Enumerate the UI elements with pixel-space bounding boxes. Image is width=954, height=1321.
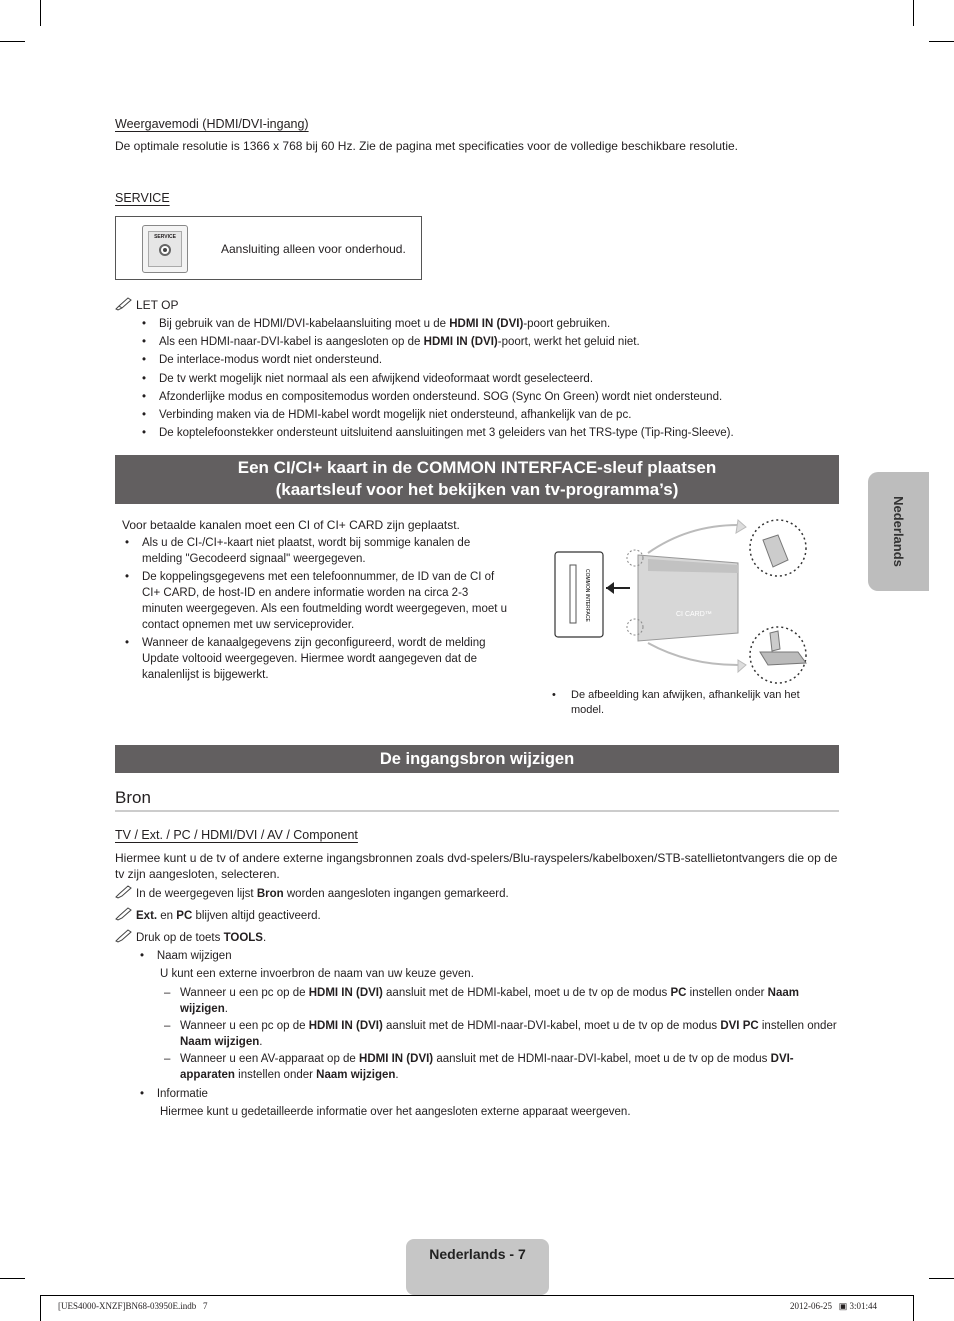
list-item: • De interlace-modus wordt niet ondersteund. — [115, 351, 855, 369]
arrow-up-right-icon — [736, 520, 746, 533]
crop-mark — [913, 1295, 914, 1321]
crop-mark — [929, 41, 954, 42]
source-section-banner: De ingangsbron wijzigen — [115, 745, 839, 773]
bron-heading: Bron — [115, 788, 151, 807]
service-title: SERVICE — [115, 191, 170, 205]
list-item: • De koptelefoonstekker ondersteunt uitsluitend aansluitingen met 3 geleiders van het TRS-type (Tip-Ring-Sleeve). — [115, 424, 855, 442]
pencil-icon — [115, 907, 133, 921]
print-file-info: [UES4000-XNZF]BN68-03950E.indb 7 — [58, 1301, 208, 1311]
pencil-icon — [115, 929, 133, 943]
letop-title: LET OP — [136, 298, 179, 312]
bron-note-1: In de weergegeven lijst Bron worden aangesloten ingangen gemarkeerd. — [115, 885, 509, 903]
crop-mark — [929, 1278, 954, 1279]
crop-mark — [0, 41, 25, 42]
arrow-down-right-icon — [738, 660, 746, 672]
page-number: Nederlands - 7 — [429, 1246, 526, 1262]
ci-slot-label: COMMON INTERFACE — [584, 569, 590, 622]
print-date-info: 2012-06-25 ▣ 3:01:44 — [790, 1301, 877, 1311]
list-item: • Afzonderlijke modus en compositemodus worden ondersteund. SOG (Sync On Green) wordt niet ondersteund. — [115, 388, 855, 406]
letop-heading — [115, 296, 178, 314]
display-modes-title: Weergavemodi (HDMI/DVI-ingang) — [115, 117, 309, 131]
list-item: • Bij gebruik van de HDMI/DVI-kabelaansluiting moet u de HDMI IN (DVI)-poort gebruiken. — [115, 315, 855, 333]
bron-note-2: Ext. en PC blijven altijd geactiveerd. — [115, 907, 321, 925]
pencil-icon — [115, 885, 133, 899]
service-port-icon — [142, 225, 188, 273]
list-item: • Verbinding maken via de HDMI-kabel wordt mogelijk niet ondersteund, afhankelijk van de pc. — [115, 406, 855, 424]
service-port-label: SERVICE — [154, 234, 176, 240]
ci-banner-line1: Een CI/CI+ kaart in de COMMON INTERFACE-sleuf plaatsen — [237, 458, 717, 477]
informatie-item: • Informatie — [140, 1088, 208, 1100]
service-box — [115, 216, 422, 280]
service-description: Aansluiting alleen voor onderhoud. — [221, 242, 406, 256]
ci-card-illustration — [548, 515, 818, 690]
ci-banner-line2: (kaartsleuf voor het bekijken van tv-programma’s) — [275, 480, 679, 499]
list-item: • Als een HDMI-naar-DVI-kabel is aangesloten op de HDMI IN (DVI)-poort, werkt het geluid niet. — [115, 333, 855, 351]
divider — [115, 810, 839, 812]
list-item: • Wanneer de kanaalgegevens zijn geconfigureerd, wordt de melding Update voltooid weergegeven. Hiermee wordt aangegeven dat de kanalenlijst is bijgewerkt. — [98, 635, 508, 683]
ci-slot — [555, 552, 603, 637]
letop-list — [115, 315, 855, 442]
ci-list — [98, 535, 508, 683]
crop-mark — [0, 1278, 25, 1279]
print-line — [41, 1295, 913, 1296]
language-side-tab — [868, 472, 929, 591]
naam-wijzigen-item: • Naam wijzigen — [140, 950, 232, 962]
naam-dash-2: – Wanneer u een pc op de HDMI IN (DVI) aansluit met de HDMI-naar-DVI-kabel, moet u de tv op de modus DVI PC instellen onder Naam wijzigen. — [164, 1020, 837, 1048]
ci-card-label: CI CARD™ — [676, 611, 712, 618]
list-item: • Als u de CI-/CI+-kaart niet plaatst, wordt bij sommige kanalen de melding "Gecodeerd signaal" weergegeven. — [98, 535, 508, 567]
ci-section-banner — [115, 455, 839, 504]
bron-description: Hiermee kunt u de tv of andere externe ingangsbronnen zoals dvd-spelers/Blu-rayspelers/kabelboxen/STB-satellietontvangers die op de tv zijn aangesloten, selecteren. — [115, 851, 838, 881]
bron-subtitle: TV / Ext. / PC / HDMI/DVI / AV / Component — [115, 828, 358, 842]
display-modes-text: De optimale resolutie is 1366 x 768 bij 60 Hz. Zie de pagina met specificaties voor de volledige beschikbare resolutie. — [115, 139, 739, 153]
arrow-left-icon — [606, 582, 614, 594]
pencil-icon — [115, 297, 133, 311]
ci-caption: • De afbeelding kan afwijken, afhankelijk van het model. — [552, 689, 800, 716]
ci-intro: Voor betaalde kanalen moet een CI of CI+ CARD zijn geplaatst. — [122, 518, 460, 532]
naam-dash-3: – Wanneer u een AV-apparaat op de HDMI IN (DVI) aansluit met de HDMI-naar-DVI-kabel, moet u de tv op de modus DVI-apparaten instellen onder Naam wijzigen. — [164, 1053, 794, 1081]
crop-mark — [40, 0, 41, 26]
bron-note-3: Druk op de toets TOOLS. — [115, 929, 266, 947]
page-footer-tab — [406, 1239, 549, 1295]
informatie-desc: Hiermee kunt u gedetailleerde informatie over het aangesloten externe apparaat weergeven. — [160, 1106, 631, 1118]
crop-mark — [913, 0, 914, 26]
side-tab-label: Nederlands — [891, 496, 906, 567]
naam-wijzigen-desc: U kunt een externe invoerbron de naam van uw keuze geven. — [160, 968, 474, 980]
list-item: • De koppelingsgegevens met een telefoonnummer, de ID van de CI of CI+ CARD, de host-ID en andere informatie worden na circa 2-3 minuten weergegeven. Als een foutmelding wordt weergegeven, moet u contact opnemen met uw serviceprovider. — [98, 569, 508, 633]
list-item: • De tv werkt mogelijk niet normaal als een afwijkend videoformaat wordt geselecteerd. — [115, 370, 855, 388]
crop-mark — [40, 1295, 41, 1321]
naam-dash-1: – Wanneer u een pc op de HDMI IN (DVI) aansluit met de HDMI-kabel, moet u de tv op de modus PC instellen onder Naam wijzigen. — [164, 987, 799, 1015]
